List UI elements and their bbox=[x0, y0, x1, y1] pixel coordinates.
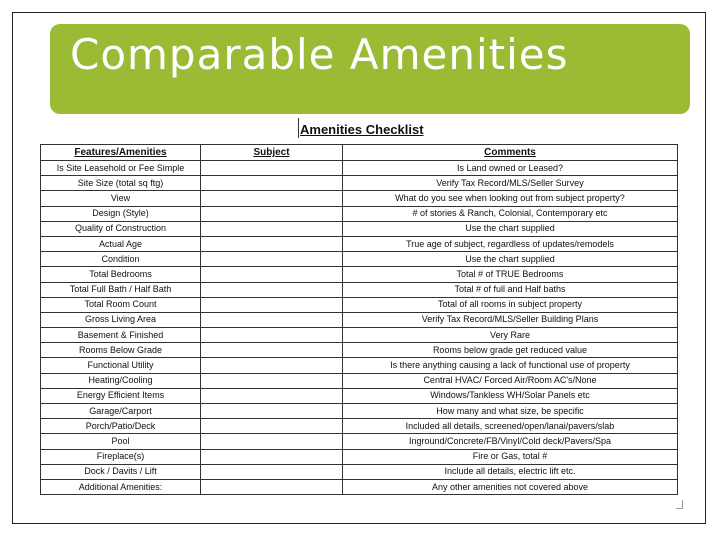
comment-cell: Total # of full and Half baths bbox=[343, 282, 678, 297]
subject-cell bbox=[201, 206, 343, 221]
table-row bbox=[41, 449, 678, 464]
table-row bbox=[41, 206, 678, 221]
feature-cell: Basement & Finished bbox=[41, 328, 201, 343]
subject-cell bbox=[201, 328, 343, 343]
subject-cell bbox=[201, 404, 343, 419]
subject-cell bbox=[201, 191, 343, 206]
comment-cell: Use the chart supplied bbox=[343, 252, 678, 267]
corner-mark bbox=[676, 500, 683, 509]
feature-cell: Total Room Count bbox=[41, 297, 201, 312]
table-row bbox=[41, 312, 678, 327]
comment-cell: Verify Tax Record/MLS/Seller Building Plans bbox=[343, 312, 678, 327]
column-header-features: Features/Amenities bbox=[41, 145, 201, 161]
feature-cell: Gross Living Area bbox=[41, 312, 201, 327]
comment-cell: Verify Tax Record/MLS/Seller Survey bbox=[343, 176, 678, 191]
table-row bbox=[41, 267, 678, 282]
comment-cell: Rooms below grade get reduced value bbox=[343, 343, 678, 358]
comment-cell: Is there anything causing a lack of functional use of property bbox=[343, 358, 678, 373]
table-row bbox=[41, 373, 678, 388]
feature-cell: Energy Efficient Items bbox=[41, 388, 201, 403]
table-row bbox=[41, 191, 678, 206]
comment-cell: Fire or Gas, total # bbox=[343, 449, 678, 464]
feature-cell: Total Bedrooms bbox=[41, 267, 201, 282]
text-cursor bbox=[298, 118, 299, 138]
table-row bbox=[41, 479, 678, 494]
feature-cell: Fireplace(s) bbox=[41, 449, 201, 464]
column-header-comments: Comments bbox=[343, 145, 678, 161]
table-row bbox=[41, 161, 678, 176]
comment-cell: Windows/Tankless WH/Solar Panels etc bbox=[343, 388, 678, 403]
table-row bbox=[41, 328, 678, 343]
feature-cell: Additional Amenities: bbox=[41, 479, 201, 494]
table-row bbox=[41, 464, 678, 479]
feature-cell: View bbox=[41, 191, 201, 206]
table-row bbox=[41, 419, 678, 434]
slide-title: Comparable Amenities bbox=[70, 30, 569, 79]
table-row bbox=[41, 388, 678, 403]
comment-cell: Included all details, screened/open/lanai/pavers/slab bbox=[343, 419, 678, 434]
table-row bbox=[41, 297, 678, 312]
comment-cell: What do you see when looking out from subject property? bbox=[343, 191, 678, 206]
table-body bbox=[41, 161, 678, 495]
subject-cell bbox=[201, 221, 343, 236]
subject-cell bbox=[201, 312, 343, 327]
subject-cell bbox=[201, 388, 343, 403]
subject-cell bbox=[201, 252, 343, 267]
feature-cell: Actual Age bbox=[41, 236, 201, 251]
feature-cell: Functional Utility bbox=[41, 358, 201, 373]
feature-cell: Pool bbox=[41, 434, 201, 449]
table-row bbox=[41, 221, 678, 236]
feature-cell: Heating/Cooling bbox=[41, 373, 201, 388]
subject-cell bbox=[201, 297, 343, 312]
column-header-subject: Subject bbox=[201, 145, 343, 161]
table-row bbox=[41, 434, 678, 449]
subject-cell bbox=[201, 176, 343, 191]
table-row bbox=[41, 343, 678, 358]
feature-cell: Design (Style) bbox=[41, 206, 201, 221]
subject-cell bbox=[201, 282, 343, 297]
feature-cell: Dock / Davits / Lift bbox=[41, 464, 201, 479]
subject-cell bbox=[201, 449, 343, 464]
feature-cell: Rooms Below Grade bbox=[41, 343, 201, 358]
feature-cell: Porch/Patio/Deck bbox=[41, 419, 201, 434]
subject-cell bbox=[201, 373, 343, 388]
subject-cell bbox=[201, 419, 343, 434]
comment-cell: True age of subject, regardless of updates/remodels bbox=[343, 236, 678, 251]
table-row bbox=[41, 252, 678, 267]
comment-cell: Is Land owned or Leased? bbox=[343, 161, 678, 176]
table-row bbox=[41, 358, 678, 373]
subject-cell bbox=[201, 343, 343, 358]
feature-cell: Is Site Leasehold or Fee Simple bbox=[41, 161, 201, 176]
feature-cell: Condition bbox=[41, 252, 201, 267]
comment-cell: Any other amenities not covered above bbox=[343, 479, 678, 494]
comment-cell: Inground/Concrete/FB/Vinyl/Cold deck/Pavers/Spa bbox=[343, 434, 678, 449]
table-row bbox=[41, 176, 678, 191]
comment-cell: Include all details, electric lift etc. bbox=[343, 464, 678, 479]
subject-cell bbox=[201, 434, 343, 449]
document-title: Amenities Checklist bbox=[300, 122, 424, 137]
subject-cell bbox=[201, 161, 343, 176]
feature-cell: Total Full Bath / Half Bath bbox=[41, 282, 201, 297]
subject-cell bbox=[201, 479, 343, 494]
subject-cell bbox=[201, 267, 343, 282]
feature-cell: Quality of Construction bbox=[41, 221, 201, 236]
table-row bbox=[41, 236, 678, 251]
comment-cell: Total # of TRUE Bedrooms bbox=[343, 267, 678, 282]
comment-cell: # of stories & Ranch, Colonial, Contemporary etc bbox=[343, 206, 678, 221]
table-row bbox=[41, 404, 678, 419]
amenities-table bbox=[40, 144, 678, 495]
comment-cell: Central HVAC/ Forced Air/Room AC's/None bbox=[343, 373, 678, 388]
comment-cell: Use the chart supplied bbox=[343, 221, 678, 236]
comment-cell: Total of all rooms in subject property bbox=[343, 297, 678, 312]
subject-cell bbox=[201, 236, 343, 251]
table-row bbox=[41, 282, 678, 297]
comment-cell: Very Rare bbox=[343, 328, 678, 343]
comment-cell: How many and what size, be specific bbox=[343, 404, 678, 419]
subject-cell bbox=[201, 358, 343, 373]
feature-cell: Site Size (total sq ftg) bbox=[41, 176, 201, 191]
feature-cell: Garage/Carport bbox=[41, 404, 201, 419]
subject-cell bbox=[201, 464, 343, 479]
table-header-row bbox=[41, 145, 678, 161]
